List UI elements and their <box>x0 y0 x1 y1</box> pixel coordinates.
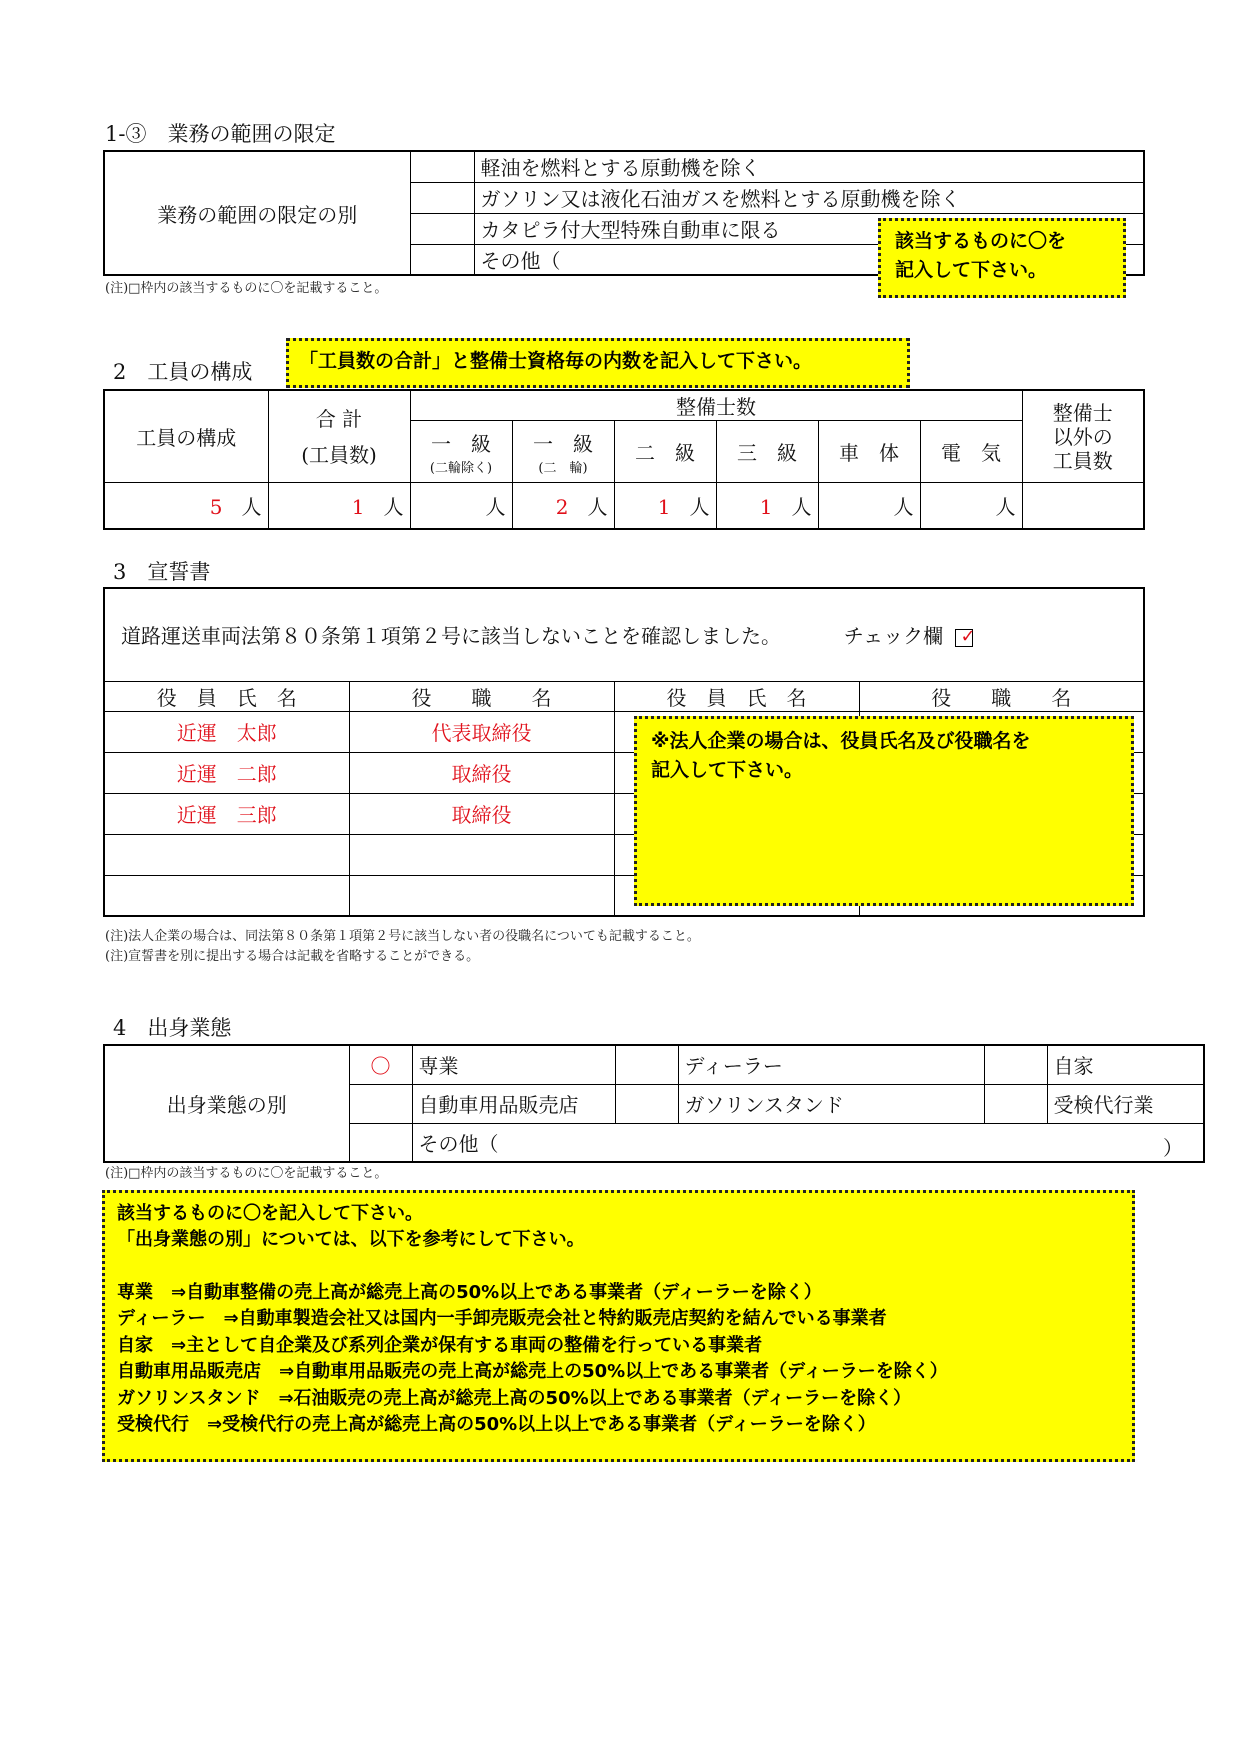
total-header-line2: (工員数) <box>301 442 377 467</box>
officer-name-cell[interactable] <box>104 834 349 875</box>
total-header-line1: 合 計 <box>315 406 363 431</box>
scope-option-2: ガソリン又は液化石油ガスを燃料とする原動機を除く <box>474 182 1144 213</box>
origin-other-cell[interactable] <box>412 1123 1204 1162</box>
origin-option-2: ディーラー <box>678 1045 984 1084</box>
sticky-line: ディーラー ⇒自動車製造会社又は国内一手卸売販売会社と特約販売店契約を結んでいる事業者 <box>117 1308 887 1330</box>
section3-sticky-note <box>634 716 1134 906</box>
unit: 人 <box>241 494 262 519</box>
origin-check-cell-1[interactable]: 〇 <box>349 1045 412 1084</box>
grade-value-cell-5[interactable] <box>716 483 818 529</box>
pledge-statement: 道路運送車両法第８０条第１項第２号に該当しないことを確認しました。 <box>121 624 781 649</box>
origin-other-open: その他（ <box>418 1131 499 1156</box>
unit: 人 <box>485 494 506 519</box>
grade-value: 1 <box>351 494 365 519</box>
sticky-line: 該当するものに〇を <box>895 230 1067 252</box>
sticky-line: 専業 ⇒自動車整備の売上高が総売上高の50%以上である事業者（ディーラーを除く） <box>117 1281 822 1303</box>
section4-sticky-note <box>102 1190 1135 1462</box>
officer-title-1[interactable]: 代表取締役 <box>349 711 614 752</box>
unit: 人 <box>893 494 914 519</box>
section2-sticky-note <box>286 338 910 388</box>
other-header-line: 整備士 <box>1052 400 1113 425</box>
grade-sublabel: (二 輪) <box>538 460 588 476</box>
officer-title-2[interactable]: 取締役 <box>349 752 614 793</box>
officer-title-3[interactable]: 取締役 <box>349 793 614 834</box>
grade-header-3: 二 級 <box>614 421 716 483</box>
origin-row-label: 出身業態の別 <box>104 1045 349 1162</box>
sticky-line: ※法人企業の場合は、役員氏名及び役職名を <box>651 730 1031 752</box>
origin-option-3: 自家 <box>1047 1045 1204 1084</box>
grade-value: 2 <box>555 494 569 519</box>
grade-value: 1 <box>759 494 773 519</box>
sticky-line: 自家 ⇒主として自企業及び系列企業が保有する車両の整備を行っている事業者 <box>117 1334 763 1356</box>
other-header-line: 工員数 <box>1052 448 1113 473</box>
check-mark-icon: ✓ <box>960 625 976 647</box>
total-value-cell[interactable] <box>104 483 268 529</box>
scope-check-cell-4[interactable] <box>410 244 474 275</box>
sticky-line: 記入して下さい。 <box>895 258 1048 281</box>
origin-option-6: 受検代行業 <box>1047 1084 1204 1123</box>
scope-option-4: その他（ <box>474 244 1144 275</box>
sticky-line: 該当するものに〇を記入して下さい。 <box>117 1203 423 1224</box>
officer-title-cell[interactable] <box>349 834 614 875</box>
col-header-officer-name: 役 員 氏 名 <box>104 681 349 711</box>
grade-header-6: 電 気 <box>920 421 1022 483</box>
sticky-line: ガソリンスタンド ⇒石油販売の売上高が総売上高の50%以上である事業者（ディーラーを除く） <box>117 1387 912 1409</box>
total-header <box>268 390 410 483</box>
unit: 人 <box>995 494 1016 519</box>
sticky-line: 「出身業態の別」については、以下を参考にして下さい。 <box>117 1229 585 1251</box>
other-header-line: 以外の <box>1052 424 1113 449</box>
sticky-line <box>117 1254 1120 1280</box>
grade-label: 一 級 <box>533 431 593 456</box>
section1-note: (注)□枠内の該当するものに〇を記載すること。 <box>105 281 388 296</box>
sticky-line: 受検代行 ⇒受検代行の売上高が総売上高の50%以上以上である事業者（ディーラーを除く） <box>117 1414 876 1436</box>
grade-label: 一 級 <box>431 431 491 456</box>
origin-check-cell-3[interactable] <box>984 1045 1047 1084</box>
section4-heading: 4 出身業態 <box>113 1016 232 1040</box>
scope-check-cell-1[interactable] <box>410 151 474 182</box>
origin-check-cell-7[interactable] <box>349 1123 412 1162</box>
section3-note-2: (注)宣誓書を別に提出する場合は記載を省略することができる。 <box>105 949 480 964</box>
origin-option-5: ガソリンスタンド <box>678 1084 984 1123</box>
grade-header-5: 車 体 <box>818 421 920 483</box>
scope-check-cell-3[interactable] <box>410 213 474 244</box>
origin-table <box>103 1044 1205 1163</box>
section1-sticky-note <box>878 218 1126 298</box>
origin-check-cell-2[interactable] <box>615 1045 678 1084</box>
officer-name-3[interactable]: 近運 三郎 <box>104 793 349 834</box>
scope-row-label: 業務の範囲の限定の別 <box>104 151 410 275</box>
sticky-line: 記入して下さい。 <box>651 758 804 781</box>
scope-check-cell-2[interactable] <box>410 182 474 213</box>
check-label: チェック欄 <box>843 624 944 649</box>
grade-value-cell-3[interactable] <box>512 483 614 529</box>
unit: 人 <box>383 494 404 519</box>
grade-value: 1 <box>657 494 671 519</box>
origin-other-close: ） <box>1163 1135 1183 1160</box>
grade-value-cell-4[interactable] <box>614 483 716 529</box>
staff-row-label: 工員の構成 <box>104 390 268 483</box>
col-header-officer-title: 役 職 名 <box>349 681 614 711</box>
origin-option-1: 専業 <box>412 1045 615 1084</box>
col-header-officer-title-2: 役 職 名 <box>859 681 1144 711</box>
scope-option-3: カタピラ付大型特殊自動車に限る <box>474 213 1144 244</box>
officer-name-cell[interactable] <box>104 875 349 916</box>
pledge-statement-cell <box>104 588 1144 681</box>
section1-heading: 1-③ 業務の範囲の限定 <box>105 122 336 146</box>
origin-option-4: 自動車用品販売店 <box>412 1084 615 1123</box>
unit: 人 <box>791 494 812 519</box>
origin-check-cell-4[interactable] <box>349 1084 412 1123</box>
staff-table <box>103 389 1145 530</box>
officer-name-2[interactable]: 近運 二郎 <box>104 752 349 793</box>
section4-note: (注)□枠内の該当するものに〇を記載すること。 <box>105 1166 388 1181</box>
other-header <box>1022 390 1144 483</box>
check-box[interactable] <box>955 625 976 647</box>
unit: 人 <box>587 494 608 519</box>
scope-option-1: 軽油を燃料とする原動機を除く <box>474 151 1144 182</box>
grade-sublabel: (二輪除く) <box>429 460 493 476</box>
origin-check-cell-5[interactable] <box>615 1084 678 1123</box>
officer-title-cell[interactable] <box>349 875 614 916</box>
grade-header-4: 三 級 <box>716 421 818 483</box>
grade-value-cell-2[interactable] <box>410 483 512 529</box>
mechanic-header: 整備士数 <box>410 390 1022 421</box>
grade-value-cell-1[interactable] <box>268 483 410 529</box>
origin-check-cell-6[interactable] <box>984 1084 1047 1123</box>
section3-heading: 3 宣誓書 <box>113 560 211 584</box>
grade-header-1 <box>410 421 512 483</box>
total-value: 5 <box>209 494 223 519</box>
sticky-line: 自動車用品販売店 ⇒自動車用品販売の売上高が総売上の50%以上である事業者（ディーラーを除く） <box>117 1361 948 1383</box>
grade-header-2 <box>512 421 614 483</box>
unit: 人 <box>689 494 710 519</box>
section3-note-1: (注)法人企業の場合は、同法第８０条第１項第２号に該当しない者の役職名についても記載すること。 <box>105 929 700 944</box>
grade-value-cell-6[interactable] <box>818 483 920 529</box>
officer-name-1[interactable]: 近運 太郎 <box>104 711 349 752</box>
sticky-line: 「工員数の合計」と整備士資格毎の内数を記入して下さい。 <box>299 350 813 372</box>
other-value-cell[interactable] <box>920 483 1022 529</box>
col-header-officer-name-2: 役 員 氏 名 <box>614 681 859 711</box>
section2-heading: 2 工員の構成 <box>113 360 253 384</box>
